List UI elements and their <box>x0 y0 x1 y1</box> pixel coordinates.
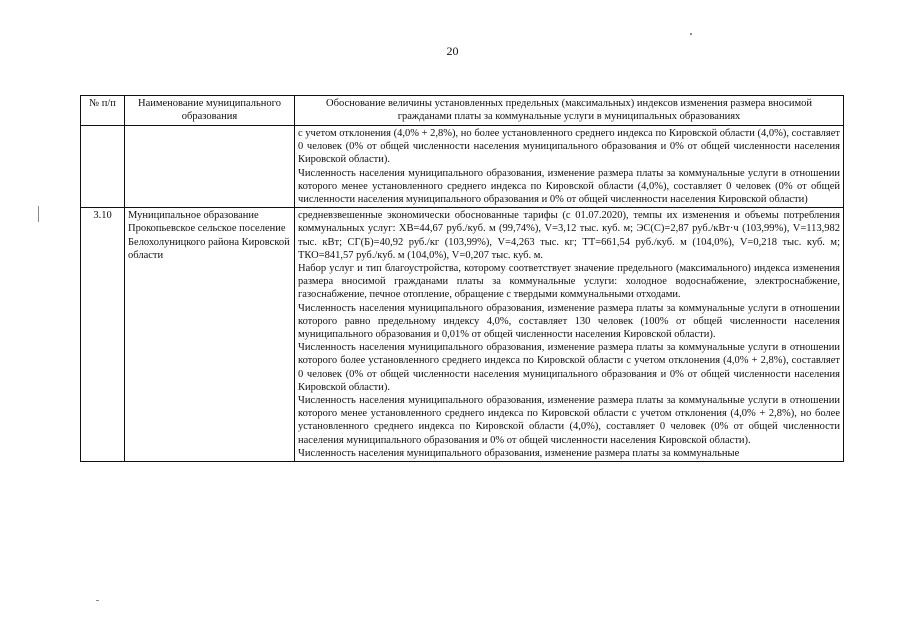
row-num: 3.10 <box>81 208 125 462</box>
paragraph: Численность населения муниципального образования, изменение размера платы за коммунальные услуги в отношении которого равно предельному индексу 4,0%, составляет 130 человек (100% от общей численности населения муниципального образования и 0,01% от общей численности населения Кировской области). <box>298 302 840 341</box>
paragraph: Набор услуг и тип благоустройства, которому соответствует значение предельного (максимального) индекса изменения размера вносимой гражданами платы за коммунальные услуги: холодное водоснабжение, электроснабжение, газоснабжение, печное отопление, обращение с твердыми коммунальными отходами. <box>298 263 840 301</box>
header-justification: Обоснование величины установленных предельных (максимальных) индексов изменения размера вносимой гражданами платы за коммунальные услуги в муниципальных образованиях <box>295 96 844 126</box>
row-justification <box>295 126 844 208</box>
justification-table <box>80 95 844 462</box>
table-header-row <box>81 96 844 126</box>
page-number: 20 <box>446 44 459 58</box>
row-municipality <box>125 126 295 208</box>
header-num: № п/п <box>81 96 125 126</box>
paragraph: Численность населения муниципального образования, изменение размера платы за коммунальные услуги в отношении которого более установленного среднего индекса по Кировской области с учетом отклонения (4,0% + 2,8%), составляет 0 человек (0% от общей численности населения муниципального образования и 0% от общей численности населения Кировской области). <box>298 342 840 393</box>
table-row <box>81 126 844 208</box>
paragraph: Численность населения муниципального образования, изменение размера платы за коммунальные <box>298 447 740 459</box>
row-justification <box>295 208 844 462</box>
paragraph: Численность населения муниципального образования, изменение размера платы за коммунальные услуги в отношении которого менее установленного среднего индекса по Кировской области (4,0%), составляет 0 человек (0% от общей численности населения муниципального образования и 0% от общей численности населения Кировской области) <box>298 167 840 206</box>
row-municipality: Муниципальное образование Прокопьевское сельское поселение Белохолуницкого района Кировской области <box>125 208 295 462</box>
scan-mark-left <box>38 206 39 222</box>
scan-mark-bottom-left <box>96 600 99 601</box>
paragraph: средневзвешенные экономически обоснованные тарифы (с 01.07.2020), темпы их изменения и объемы потребления коммунальных услуг: ХВ=44,67 руб./куб. м (99,74%), V=3,12 тыс. куб. м; ЭС(С)=2,87 руб./кВт·ч (103,99%), V=113,982 тыс. кВт; СГ(Б)=40,92 руб./кг (103,99%), V=4,263 тыс. кг; ТТ=661,54 руб./куб. м (104,0%), V=0,218 тыс. куб. м; ТКО=841,57 руб./куб. м (104,0%), V=0,207 тыс. куб. м. <box>298 210 840 261</box>
paragraph: с учетом отклонения (4,0% + 2,8%), но более установленного среднего индекса по Кировской области (4,0%), составляет 0 человек (0% от общей численности населения муниципального образования и 0% от общей численности населения Кировской области). <box>298 128 840 166</box>
scan-mark-top-right <box>690 33 692 35</box>
paragraph: Численность населения муниципального образования, изменение размера платы за коммунальные услуги в отношении которого менее установленного среднего индекса по Кировской области с учетом отклонения (4,0% + 2,8%), но более установленного среднего индекса по Кировской области (4,0%), составляет 0 человек (0% от общей численности населения муниципального образования и 0% от общей численности населения Кировской области). <box>298 395 840 446</box>
table-row <box>81 208 844 462</box>
row-num <box>81 126 125 208</box>
header-municipality: Наименование муниципального образования <box>125 96 295 126</box>
